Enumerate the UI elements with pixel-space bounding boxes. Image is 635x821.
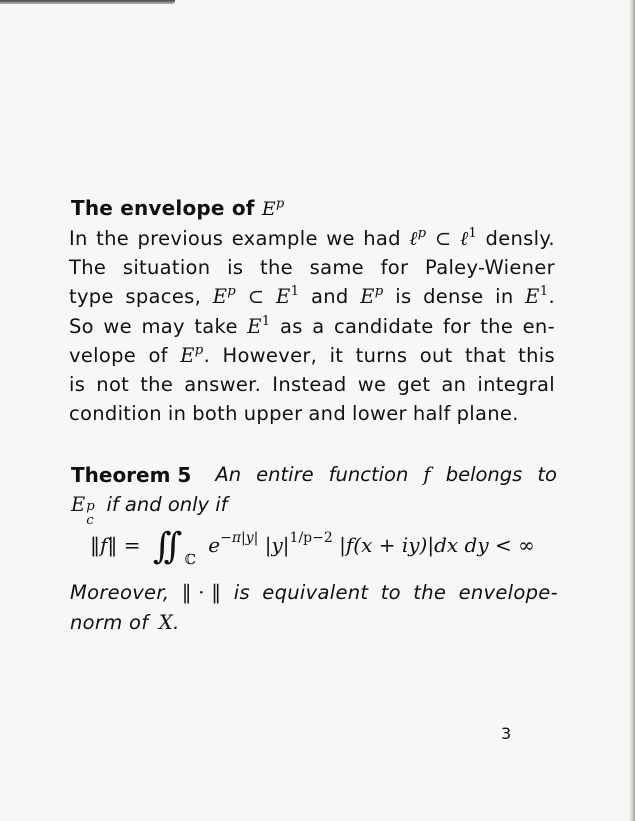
page-number: 3 <box>501 724 512 743</box>
text-line-6: is not the answer. Instead we get an integral <box>69 373 555 397</box>
text-line-3: type spaces, $E^p$ ⊂ $E^1$ and $E^p$ is dense in $E^1$. <box>69 284 555 309</box>
text-line-4: So we may take $E^1$ as a candidate for the en- <box>69 313 555 338</box>
text-line-1: In the previous example we had ℓ$^p$ ⊂ ℓ$^1$ densly. <box>69 224 555 253</box>
formula-lhs: ‖f‖ = <box>90 533 141 557</box>
math-lp: ℓ$^p$ <box>409 226 427 250</box>
moreover-line-1: Moreover, ‖ · ‖ is equivalent to the envelope- <box>70 578 558 608</box>
subset-symbol: ⊂ <box>434 227 452 250</box>
scan-edge-top <box>0 0 175 4</box>
formula-integrand: |f(x + iy)|dx dy < ∞ <box>339 533 535 557</box>
heading-math: $E^p$ <box>261 196 285 220</box>
double-integral: ∫∫ <box>152 526 175 567</box>
text-line-7: condition in both upper and lower half plane. <box>69 402 519 426</box>
heading-text: The envelope of <box>71 196 255 220</box>
text-line-2: The situation is the same for Paley-Wiener <box>69 256 555 280</box>
body-paragraph <box>69 224 555 428</box>
moreover-line-2: norm of X. <box>70 611 180 634</box>
text-line-5: velope of $E^p$. However, it turns out that this <box>69 342 555 367</box>
theorem-line-2: E p c if and only if <box>71 493 228 528</box>
theorem-label: Theorem 5 <box>71 463 192 487</box>
norm-symbol: ‖ · ‖ <box>181 581 222 604</box>
norm-formula: ‖f‖ = ∫∫ $_ℂ$ $e^{-\pi|y|}$ $|y|^{1/p-2}$ |f(x + iy)|dx dy < ∞ <box>90 526 535 568</box>
theorem-block <box>71 460 557 528</box>
math-epc: E p c <box>71 493 95 528</box>
section-heading <box>71 196 284 220</box>
moreover-paragraph <box>70 578 558 638</box>
complex-plane: ℂ <box>184 552 196 568</box>
math-l1: ℓ$^1$ <box>459 226 478 250</box>
theorem-line-1: Theorem 5 An entire function f belongs to <box>71 460 557 490</box>
scan-edge-right <box>629 0 635 821</box>
